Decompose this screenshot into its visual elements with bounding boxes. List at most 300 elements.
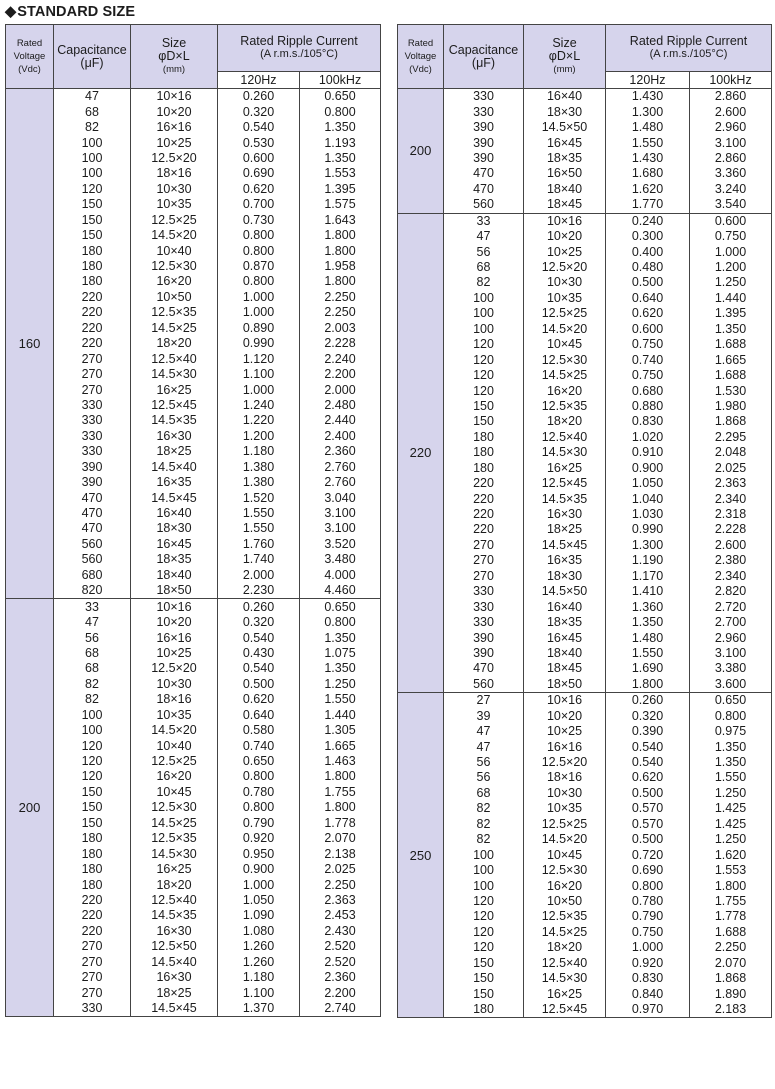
ripple-100khz-cell: 2.860	[690, 151, 772, 166]
table-row	[398, 461, 772, 476]
voltage-cell: 220	[398, 213, 444, 693]
size-cell: 16×35	[131, 475, 218, 490]
capacitance-cell: 27	[444, 693, 524, 709]
capacitance-cell: 47	[54, 615, 131, 630]
table-row	[6, 321, 381, 336]
ripple-120hz-cell: 1.360	[606, 599, 690, 614]
ripple-120hz-cell: 1.300	[606, 104, 690, 119]
size-cell: 10×40	[131, 243, 218, 258]
capacitance-cell: 270	[54, 351, 131, 366]
table-row	[398, 291, 772, 306]
ripple-100khz-cell: 3.100	[300, 506, 381, 521]
capacitance-cell: 150	[54, 816, 131, 831]
ripple-100khz-cell: 3.100	[690, 135, 772, 150]
table-row	[6, 692, 381, 707]
ripple-120hz-cell: 0.300	[606, 229, 690, 244]
ripple-100khz-cell: 1.440	[690, 291, 772, 306]
ripple-100khz-cell: 1.553	[300, 166, 381, 181]
size-cell: 16×30	[524, 507, 606, 522]
ripple-100khz-cell: 1.350	[300, 120, 381, 135]
ripple-120hz-cell: 1.050	[606, 476, 690, 491]
size-cell: 16×45	[131, 537, 218, 552]
ripple-100khz-cell: 3.100	[690, 646, 772, 661]
ripple-100khz-cell: 0.600	[690, 213, 772, 229]
freq-100khz-header: 100kHz	[300, 72, 381, 89]
size-cell: 16×30	[131, 924, 218, 939]
size-cell: 12.5×20	[131, 661, 218, 676]
table-row	[398, 646, 772, 661]
ripple-100khz-cell: 3.360	[690, 166, 772, 181]
ripple-100khz-cell: 2.360	[300, 970, 381, 985]
ripple-100khz-cell: 1.425	[690, 817, 772, 832]
capacitance-cell: 33	[54, 599, 131, 615]
ripple-100khz-cell: 1.980	[690, 399, 772, 414]
ripple-100khz-cell: 1.868	[690, 414, 772, 429]
ripple-100khz-cell: 1.250	[690, 275, 772, 290]
capacitance-cell: 82	[444, 832, 524, 847]
table-row	[6, 800, 381, 815]
size-cell: 18×45	[524, 661, 606, 676]
ripple-120hz-cell: 1.000	[218, 305, 300, 320]
size-cell: 18×16	[524, 770, 606, 785]
capacitance-cell: 82	[54, 692, 131, 707]
capacitance-cell: 100	[444, 306, 524, 321]
ripple-100khz-cell: 3.520	[300, 537, 381, 552]
spec-table-right	[397, 24, 772, 1018]
capacitance-cell: 270	[54, 382, 131, 397]
ripple-120hz-cell: 0.260	[218, 599, 300, 615]
ripple-100khz-cell: 2.740	[300, 1001, 381, 1017]
size-cell: 16×25	[131, 382, 218, 397]
ripple-120hz-cell: 0.600	[606, 322, 690, 337]
capacitance-cell: 47	[444, 739, 524, 754]
table-row	[398, 786, 772, 801]
table-body-right	[398, 89, 772, 1018]
table-row	[398, 260, 772, 275]
ripple-120hz-cell: 1.260	[218, 939, 300, 954]
capacitance-cell: 100	[54, 723, 131, 738]
ripple-120hz-cell: 0.840	[606, 986, 690, 1001]
table-row	[6, 908, 381, 923]
ripple-120hz-cell: 1.260	[218, 955, 300, 970]
size-cell: 16×40	[131, 506, 218, 521]
ripple-120hz-cell: 0.780	[606, 894, 690, 909]
size-cell: 14.5×20	[131, 228, 218, 243]
ripple-100khz-cell: 1.800	[300, 228, 381, 243]
ripple-100khz-cell: 3.240	[690, 182, 772, 197]
ripple-100khz-cell: 1.553	[690, 863, 772, 878]
ripple-120hz-cell: 0.800	[218, 228, 300, 243]
ripple-120hz-cell: 0.880	[606, 399, 690, 414]
size-cell: 10×16	[131, 89, 218, 105]
ripple-120hz-cell: 1.770	[606, 197, 690, 213]
size-cell: 18×30	[131, 521, 218, 536]
ripple-100khz-cell: 1.643	[300, 213, 381, 228]
table-row	[6, 846, 381, 861]
table-row	[6, 367, 381, 382]
freq-120hz-header: 120Hz	[218, 72, 300, 89]
voltage-header: Rated Voltage (Vdc)	[6, 25, 54, 89]
table-row	[398, 724, 772, 739]
table-row	[6, 151, 381, 166]
capacitance-cell: 68	[54, 646, 131, 661]
capacitance-cell: 270	[444, 553, 524, 568]
capacitance-cell: 150	[444, 414, 524, 429]
ripple-120hz-cell: 0.690	[606, 863, 690, 878]
size-cell: 10×35	[131, 197, 218, 212]
table-row	[6, 661, 381, 676]
table-row	[6, 290, 381, 305]
capacitance-cell: 470	[444, 166, 524, 181]
size-cell: 16×35	[524, 553, 606, 568]
ripple-120hz-cell: 1.180	[218, 970, 300, 985]
table-row	[6, 738, 381, 753]
size-cell: 18×25	[131, 444, 218, 459]
ripple-100khz-cell: 2.070	[300, 831, 381, 846]
ripple-100khz-cell: 3.600	[690, 677, 772, 693]
capacitance-cell: 120	[54, 754, 131, 769]
ripple-120hz-cell: 0.780	[218, 785, 300, 800]
size-cell: 18×40	[524, 646, 606, 661]
table-row	[398, 120, 772, 135]
capacitance-cell: 120	[444, 352, 524, 367]
size-cell: 12.5×35	[131, 305, 218, 320]
ripple-100khz-cell: 1.193	[300, 135, 381, 150]
capacitance-cell: 120	[444, 337, 524, 352]
capacitance-cell: 120	[54, 769, 131, 784]
size-cell: 12.5×30	[524, 352, 606, 367]
ripple-100khz-cell: 2.960	[690, 120, 772, 135]
ripple-120hz-cell: 0.830	[606, 971, 690, 986]
table-row	[6, 475, 381, 490]
table-row	[6, 305, 381, 320]
size-cell: 16×16	[131, 120, 218, 135]
size-cell: 16×16	[524, 739, 606, 754]
ripple-120hz-cell: 0.540	[606, 739, 690, 754]
capacitance-cell: 220	[54, 290, 131, 305]
size-cell: 18×35	[524, 615, 606, 630]
capacitance-cell: 150	[54, 197, 131, 212]
ripple-120hz-cell: 1.220	[218, 413, 300, 428]
ripple-100khz-cell: 2.760	[300, 475, 381, 490]
capacitance-header: Capacitance (μF)	[444, 25, 524, 89]
table-row	[6, 120, 381, 135]
ripple-120hz-cell: 0.830	[606, 414, 690, 429]
capacitance-cell: 330	[444, 584, 524, 599]
size-cell: 18×30	[524, 569, 606, 584]
size-cell: 10×30	[131, 677, 218, 692]
table-row	[398, 569, 772, 584]
ripple-100khz-cell: 1.250	[690, 786, 772, 801]
ripple-120hz-cell: 1.430	[606, 89, 690, 105]
ripple-120hz-cell: 1.800	[606, 677, 690, 693]
size-cell: 12.5×25	[524, 817, 606, 832]
capacitance-cell: 82	[54, 120, 131, 135]
ripple-120hz-cell: 1.090	[218, 908, 300, 923]
capacitance-cell: 180	[54, 274, 131, 289]
capacitance-cell: 100	[54, 708, 131, 723]
ripple-100khz-cell: 1.800	[300, 243, 381, 258]
table-row	[398, 414, 772, 429]
capacitance-cell: 180	[54, 862, 131, 877]
ripple-120hz-cell: 0.800	[218, 274, 300, 289]
ripple-120hz-cell: 0.890	[218, 321, 300, 336]
ripple-120hz-cell: 1.100	[218, 985, 300, 1000]
table-row	[6, 444, 381, 459]
size-cell: 18×25	[524, 522, 606, 537]
size-cell: 16×40	[524, 89, 606, 105]
size-cell: 12.5×45	[524, 476, 606, 491]
capacitance-cell: 390	[444, 135, 524, 150]
table-row	[398, 894, 772, 909]
voltage-cell: 200	[6, 599, 54, 1017]
ripple-100khz-cell: 1.350	[690, 755, 772, 770]
capacitance-cell: 68	[444, 260, 524, 275]
capacitance-cell: 470	[54, 490, 131, 505]
ripple-120hz-cell: 1.690	[606, 661, 690, 676]
table-row	[398, 368, 772, 383]
size-cell: 12.5×40	[131, 351, 218, 366]
size-cell: 14.5×30	[524, 445, 606, 460]
capacitance-cell: 220	[54, 893, 131, 908]
table-row	[6, 166, 381, 181]
table-row	[398, 244, 772, 259]
table-row	[398, 940, 772, 955]
table-row	[6, 537, 381, 552]
size-cell: 18×45	[524, 197, 606, 213]
size-cell: 14.5×35	[524, 491, 606, 506]
size-cell: 18×50	[524, 677, 606, 693]
ripple-120hz-cell: 1.550	[606, 135, 690, 150]
size-cell: 14.5×45	[131, 490, 218, 505]
size-cell: 10×20	[524, 709, 606, 724]
ripple-120hz-cell: 1.120	[218, 351, 300, 366]
size-cell: 12.5×35	[524, 399, 606, 414]
ripple-100khz-cell: 2.000	[300, 382, 381, 397]
ripple-120hz-cell: 0.260	[606, 693, 690, 709]
table-row	[6, 521, 381, 536]
capacitance-cell: 47	[444, 229, 524, 244]
table-row	[6, 583, 381, 599]
size-cell: 14.5×25	[524, 368, 606, 383]
ripple-100khz-cell: 2.360	[300, 444, 381, 459]
size-cell: 10×45	[524, 847, 606, 862]
table-row	[6, 460, 381, 475]
table-row	[398, 275, 772, 290]
table-row	[6, 228, 381, 243]
ripple-120hz-cell: 0.800	[218, 243, 300, 258]
table-row	[398, 770, 772, 785]
ripple-120hz-cell: 0.390	[606, 724, 690, 739]
capacitance-cell: 180	[444, 461, 524, 476]
size-cell: 10×50	[524, 894, 606, 909]
capacitance-cell: 330	[54, 398, 131, 413]
ripple-100khz-cell: 2.048	[690, 445, 772, 460]
table-body-left	[6, 89, 381, 1017]
size-cell: 16×25	[131, 862, 218, 877]
table-row	[398, 832, 772, 847]
table-row	[6, 429, 381, 444]
voltage-header: Rated Voltage (Vdc)	[398, 25, 444, 89]
ripple-100khz-cell: 3.480	[300, 552, 381, 567]
size-cell: 10×16	[524, 213, 606, 229]
capacitance-cell: 390	[444, 120, 524, 135]
capacitance-cell: 270	[444, 538, 524, 553]
ripple-100khz-cell: 2.200	[300, 985, 381, 1000]
size-cell: 16×16	[131, 630, 218, 645]
table-row	[398, 322, 772, 337]
capacitance-cell: 47	[444, 724, 524, 739]
table-row	[6, 1001, 381, 1017]
table-row	[398, 522, 772, 537]
ripple-100khz-cell: 1.425	[690, 801, 772, 816]
ripple-120hz-cell: 1.000	[606, 940, 690, 955]
capacitance-cell: 470	[444, 661, 524, 676]
size-cell: 10×20	[131, 615, 218, 630]
ripple-100khz-cell: 0.650	[690, 693, 772, 709]
table-row	[6, 816, 381, 831]
table-row	[6, 568, 381, 583]
capacitance-cell: 560	[444, 677, 524, 693]
ripple-100khz-cell: 2.025	[300, 862, 381, 877]
ripple-120hz-cell: 1.190	[606, 553, 690, 568]
size-cell: 14.5×20	[524, 832, 606, 847]
ripple-100khz-cell: 2.228	[690, 522, 772, 537]
size-cell: 14.5×40	[131, 460, 218, 475]
ripple-100khz-cell: 2.480	[300, 398, 381, 413]
ripple-120hz-cell: 0.240	[606, 213, 690, 229]
ripple-100khz-cell: 2.183	[690, 1002, 772, 1018]
capacitance-cell: 390	[54, 460, 131, 475]
capacitance-cell: 56	[444, 755, 524, 770]
ripple-120hz-cell: 1.520	[218, 490, 300, 505]
capacitance-cell: 82	[444, 801, 524, 816]
ripple-100khz-cell: 2.400	[300, 429, 381, 444]
table-row	[6, 862, 381, 877]
table-row	[398, 755, 772, 770]
capacitance-cell: 330	[444, 104, 524, 119]
capacitance-cell: 220	[54, 305, 131, 320]
ripple-100khz-cell: 2.240	[300, 351, 381, 366]
size-cell: 16×20	[131, 769, 218, 784]
ripple-100khz-cell: 0.650	[300, 89, 381, 105]
size-cell: 10×30	[524, 786, 606, 801]
size-cell: 16×20	[524, 383, 606, 398]
capacitance-cell: 390	[444, 630, 524, 645]
size-cell: 18×30	[524, 104, 606, 119]
ripple-100khz-cell: 1.800	[300, 800, 381, 815]
ripple-120hz-cell: 1.020	[606, 430, 690, 445]
size-cell: 12.5×30	[524, 863, 606, 878]
table-row	[6, 197, 381, 212]
ripple-100khz-cell: 1.075	[300, 646, 381, 661]
size-cell: 12.5×25	[524, 306, 606, 321]
capacitance-cell: 150	[444, 399, 524, 414]
ripple-100khz-cell: 0.650	[300, 599, 381, 615]
table-row	[6, 351, 381, 366]
ripple-current-header: Rated Ripple Current (A r.m.s./105°C)	[606, 25, 772, 72]
ripple-100khz-cell: 1.688	[690, 337, 772, 352]
ripple-120hz-cell: 1.100	[218, 367, 300, 382]
table-row	[6, 243, 381, 258]
table-row	[398, 693, 772, 709]
ripple-100khz-cell: 2.340	[690, 491, 772, 506]
capacitance-cell: 68	[54, 661, 131, 676]
ripple-100khz-cell: 2.228	[300, 336, 381, 351]
size-cell: 10×45	[131, 785, 218, 800]
ripple-120hz-cell: 1.170	[606, 569, 690, 584]
ripple-100khz-cell: 1.550	[300, 692, 381, 707]
ripple-100khz-cell: 1.665	[690, 352, 772, 367]
ripple-120hz-cell: 0.320	[606, 709, 690, 724]
size-cell: 18×40	[131, 568, 218, 583]
ripple-120hz-cell: 0.900	[218, 862, 300, 877]
table-row	[6, 955, 381, 970]
table-row	[6, 939, 381, 954]
capacitance-cell: 330	[444, 89, 524, 105]
ripple-100khz-cell: 0.975	[690, 724, 772, 739]
ripple-120hz-cell: 0.990	[606, 522, 690, 537]
size-cell: 12.5×35	[131, 831, 218, 846]
table-row	[6, 382, 381, 397]
size-cell: 18×50	[131, 583, 218, 599]
ripple-120hz-cell: 0.920	[606, 956, 690, 971]
size-cell: 12.5×20	[524, 260, 606, 275]
ripple-120hz-cell: 0.260	[218, 89, 300, 105]
capacitance-cell: 560	[54, 552, 131, 567]
ripple-100khz-cell: 0.800	[300, 104, 381, 119]
table-row	[398, 399, 772, 414]
size-cell: 12.5×40	[524, 956, 606, 971]
table-row	[398, 709, 772, 724]
ripple-120hz-cell: 0.870	[218, 259, 300, 274]
table-row	[398, 677, 772, 693]
capacitance-cell: 150	[54, 800, 131, 815]
capacitance-cell: 150	[54, 785, 131, 800]
spec-table-left	[5, 24, 381, 1017]
capacitance-cell: 220	[444, 522, 524, 537]
capacitance-cell: 120	[444, 894, 524, 909]
ripple-100khz-cell: 2.250	[300, 877, 381, 892]
ripple-100khz-cell: 4.000	[300, 568, 381, 583]
ripple-120hz-cell: 1.180	[218, 444, 300, 459]
ripple-100khz-cell: 1.800	[300, 274, 381, 289]
table-row	[6, 213, 381, 228]
ripple-100khz-cell: 2.430	[300, 924, 381, 939]
ripple-120hz-cell: 0.790	[606, 909, 690, 924]
ripple-120hz-cell: 0.740	[606, 352, 690, 367]
table-row	[398, 352, 772, 367]
capacitance-cell: 150	[444, 986, 524, 1001]
table-row	[6, 490, 381, 505]
ripple-120hz-cell: 0.680	[606, 383, 690, 398]
ripple-120hz-cell: 0.720	[606, 847, 690, 862]
capacitance-cell: 330	[54, 444, 131, 459]
ripple-120hz-cell: 0.640	[218, 708, 300, 723]
ripple-100khz-cell: 2.380	[690, 553, 772, 568]
table-row	[6, 552, 381, 567]
size-cell: 10×35	[524, 291, 606, 306]
ripple-100khz-cell: 1.755	[690, 894, 772, 909]
ripple-120hz-cell: 0.540	[218, 120, 300, 135]
ripple-100khz-cell: 2.025	[690, 461, 772, 476]
size-cell: 14.5×25	[131, 816, 218, 831]
voltage-cell: 200	[398, 89, 444, 214]
capacitance-cell: 180	[444, 1002, 524, 1018]
ripple-100khz-cell: 1.778	[300, 816, 381, 831]
ripple-100khz-cell: 2.960	[690, 630, 772, 645]
size-cell: 10×30	[524, 275, 606, 290]
